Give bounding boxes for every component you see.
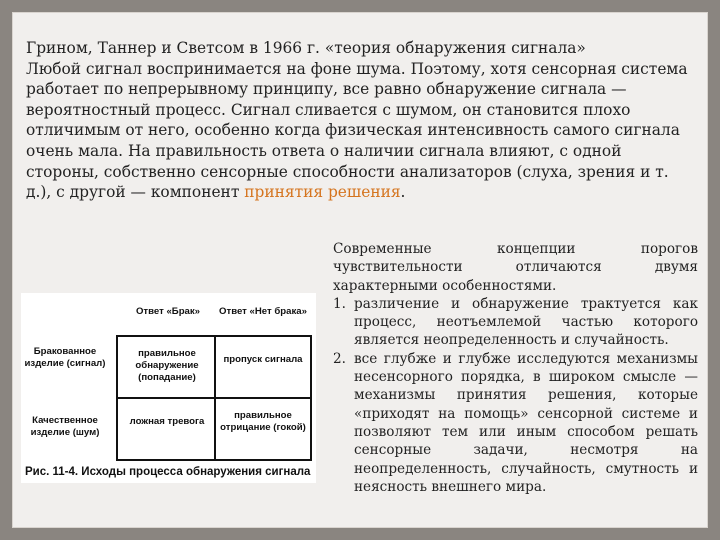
cell-false-alarm: ложная тревога — [129, 416, 205, 427]
cell-miss: пропуск сигнала — [223, 354, 303, 365]
list-number: 1. — [333, 295, 346, 312]
signal-detection-figure — [21, 293, 316, 483]
thresholds-text — [333, 240, 698, 496]
figure-caption: Рис. 11-4. Исходы процесса обнаружения сигнала — [25, 466, 311, 478]
paragraph-body: Любой сигнал воспринимается на фоне шума. Поэтому, хотя сенсорная система работает по непрерывному принципу, все равно обнаружение сигнала — вероятностный процесс. Сигнал сливается с шумом, он становится плохо отличимым от него, особенно когда физическая интенсивность самого сигнала очень мала. На правильность ответа о наличии сигнала влияют, с одной стороны, собственно сенсорные способности анализаторов (слуха, зрения и т. д.), с другой — компонент — [26, 59, 688, 202]
row-header-defective: Бракованное изделие (сигнал) — [24, 346, 106, 369]
features-list — [333, 295, 698, 496]
decision-link[interactable]: принятия решения — [244, 183, 401, 202]
list-item — [333, 295, 698, 350]
cell-hit: правильное обнаружение (попадание) — [135, 348, 199, 383]
paragraph-heading: Грином, Таннер и Светсом в 1966 г. «теория обнаружения сигнала» — [26, 39, 586, 57]
list-text: различение и обнаружение трактуется как процесс, неотъемлемой частью которого является неопределенность и случайность. — [354, 295, 698, 349]
slide — [12, 12, 708, 528]
row-header-quality: Качественное изделие (шум) — [30, 415, 100, 438]
col-header-defect: Ответ «Брак» — [135, 306, 201, 317]
list-item — [333, 350, 698, 496]
thresholds-intro: Современные концепции порогов чувствительности отличаются двумя характерными особенностями. — [333, 241, 698, 294]
list-number: 2. — [333, 350, 346, 367]
paragraph-end: . — [400, 183, 406, 202]
intro-paragraph — [26, 38, 696, 203]
col-header-no-defect: Ответ «Нет брака» — [219, 306, 307, 317]
cell-correct-rejection: правильное отрицание (гокой) — [220, 410, 306, 433]
list-text: все глубже и глубже исследуются механизмы несенсорного порядка, в широком смысле — механизмы принятия решения, которые «приходят на помощь» сенсорной системе и позволяют тем или иным способом решать сенсорные задачи, несмотря на неопределенность, случайность, смутность и неясность внешнего мира. — [354, 350, 698, 495]
